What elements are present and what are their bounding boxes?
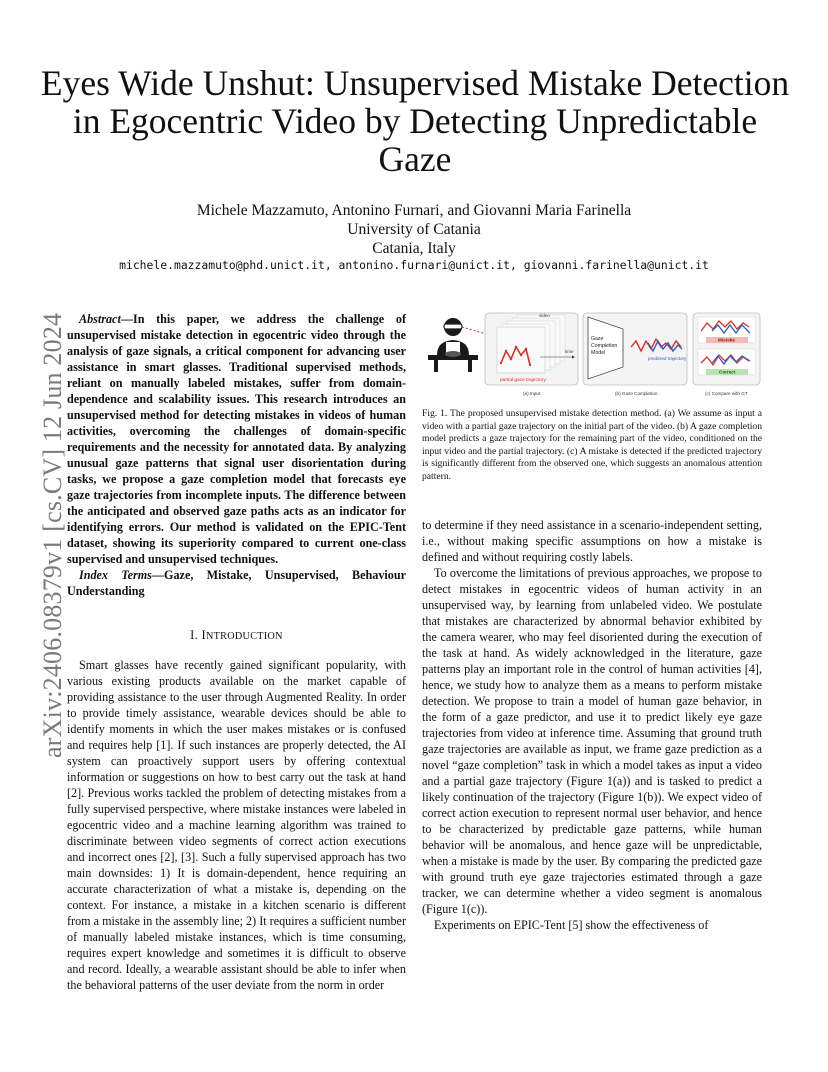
figure-1 [422,311,762,401]
right-paragraph-3: Experiments on EPIC-Tent [5] show the effectiveness of [434,918,709,932]
person-icon [428,318,478,372]
right-paragraph-2: To overcome the limitations of previous approaches, we propose to detect mistakes in egocentric videos of human activity in an unsupervised way, by learning from unlabeled video. We postulate that mistakes are characterized by abnormal behavior exhibited by the camera wearer, who may feel disoriented during the execution of the task at hand. As widely acknowledged in the literature, gaze patterns play an important role in the control of human activities [4], hence, we study how to analyze them as a means to perform mistake detection. We propose to train a model of human gaze behavior, in the form of a gaze predictor, and use it to predict likely eye gaze trajectories from video at inference time. Assuming that ground truth gaze trajectories are available as input, we frame gaze prediction as a novel “gaze completion” task in which a model takes as input a video and a partial gaze trajectory (Figure 1(a)) and is tasked to predict a likely continuation of the trajectory (Figure 1(b)). We expect video of correct action execution to represent normal user behavior, and hence to be characterized by predictable gaze patterns, while human behavior will be anomalous, and hence gaze will be unpredictable, when a mistake is made by the user. By comparing the predicted gaze with ground truth eye gaze trajectories estimated through a gaze tracker, we can determine whether a video segment is anomalous (Figure 1(c)). [422,566,762,916]
subcaption-a: (a) Input [523,391,541,396]
abstract-label: Abstract [79,312,121,326]
model-label-1: Gaze [591,336,604,342]
model-label-3: Model [591,350,606,356]
author-affiliation: University of Catania [347,221,481,238]
mistake-label: Mistake [718,337,735,343]
video-label: video [539,313,550,318]
author-block [0,201,828,258]
predicted-trajectory-label: predicted trajectory [648,356,687,361]
compare-panel [693,313,760,385]
right-paragraph-1: to determine if they need assistance in a scenario-independent setting, i.e., without making specific assumptions on how a mistake is defined and without requiring costly labels. [422,518,762,564]
model-label-2: Completion [591,343,618,349]
paper-title: Eyes Wide Unshut: Unsupervised Mistake Detection in Egocentric Video by Detecting Unpredictable Gaze [40,63,790,179]
gaze-completion-panel [583,313,687,385]
author-location: Catania, Italy [372,240,456,257]
arxiv-stamp [24,288,67,758]
right-column [422,517,762,933]
intro-paragraph: Smart glasses have recently gained significant popularity, with various existing products available on the market capable of providing assistance to the user through Augmented Reality. In order to provide timely assistance, wearable devices should be able to identify moments in which the user makes mistakes or is confused and requires help [1]. If such instances are properly detected, the AI system can proactively support users by offering contextual information or suggestions on how to best carry out the task at hand [2]. Previous works tackled the problem of detecting mistakes from a fully supervised perspective, where mistake instances were labeled in egocentric video and a machine learning algorithm was trained to discriminate between video segments of correct action executions and incorrect ones [2], [3]. Such a fully supervised approach has two main downsides: 1) It is domain-dependent, hence requiring an accurate characterization of what a mistake is, depending on the context. For instance, a mistake in a kitchen scenario is different from a mistake in the assembly line; 2) It requires a sufficient number of manually labeled mistake instances, which is time consuming, requires expert knowledge and sometimes it is difficult to observe and record. Ideally, a wearable assistant should be able to infer when the behavioral patterns of the user deviate from the norm in order [67,658,406,992]
index-terms [67,567,406,599]
time-label: time [565,349,574,354]
left-column [67,311,406,993]
subcaption-c: (c) Compare with GT [705,391,748,396]
author-emails: michele.mazzamuto@phd.unict.it, antonino.furnari@unict.it, giovanni.farinella@unict.it [119,258,709,272]
correct-label: Correct [719,369,736,375]
section-heading-introduction: I. INTRODUCTION [190,628,283,642]
index-terms-label: Index Terms [79,568,152,582]
video-frames [485,313,578,385]
author-names: Michele Mazzamuto, Antonino Furnari, and Giovanni Maria Farinella [196,202,632,219]
abstract-text: —In this paper, we address the challenge of unsupervised mistake detection in egocentric video through the analysis of gaze signals, a critical component for advancing user assistance in smart glasses. Traditional supervised methods, reliant on manually labeled mistakes, suffer from domain-dependence and scalability issues. This research introduces an unsupervised method for detecting mistakes in videos of human activities, overcoming the challenges of domain-specific requirements and the necessity for annotated data. By analyzing unusual gaze patterns that signal user disorientation during tasks, we propose a gaze completion model that forecasts eye gaze trajectories from incomplete inputs. The difference between the anticipated and observed gaze paths acts as an indicator for identifying errors. Our method is validated on the EPIC-Tent dataset, showing its superiority compared to current one-class supervised and unsupervised techniques. [67,312,406,566]
partial-trajectory-label: partial gaze trajectory [500,378,546,383]
index-terms-text: —Gaze, Mistake, Unsupervised, Behaviour Understanding [67,568,406,598]
arxiv-stamp-text: arXiv:2406.08379v1 [cs.CV] 12 Jun 2024 [38,312,67,758]
figure-caption: Fig. 1. The proposed unsupervised mistake detection method. (a) We assume as input a video with a partial gaze trajectory on the initial part of the video. (b) A gaze completion model predicts a gaze trajectory for the remaining part of the video, conditioned on the input video and the partial trajectory. (c) A mistake is detected if the predicted trajectory is significantly different from the observed one, which suggests an anomalous attention pattern. [422,408,762,482]
subcaption-b: (b) Gaze Completion [615,391,658,396]
abstract [67,311,406,567]
